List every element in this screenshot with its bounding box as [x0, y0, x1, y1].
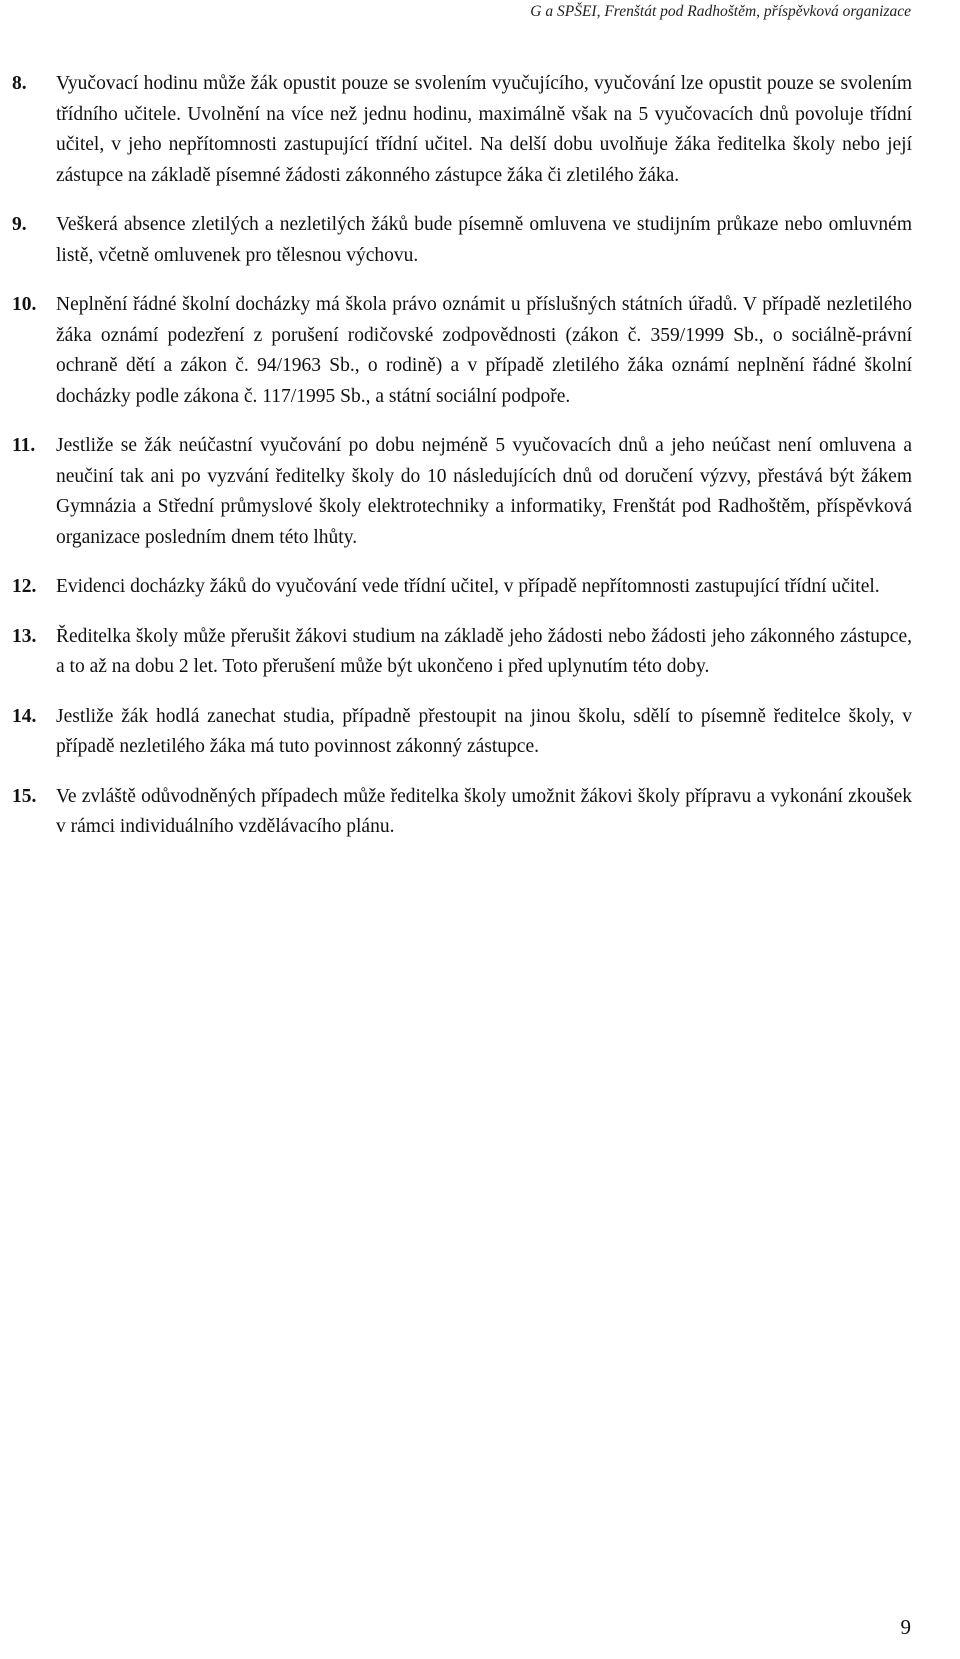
item-number: 13. — [12, 625, 37, 647]
item-number: 15. — [12, 785, 37, 807]
item-number: 9. — [12, 214, 27, 235]
list-item-11 — [12, 431, 912, 553]
page-number: 9 — [900, 1615, 911, 1639]
item-text: Jestliže žák hodlá zanechat studia, případně přestoupit na jinou školu, sdělí to písemně ředitelce školy, v případě nezletilého žáka má tuto povinnost zákonný zástupce. — [56, 705, 912, 757]
item-number: 8. — [12, 73, 27, 94]
list-item-15 — [12, 782, 912, 843]
item-text: Ve zvláště odůvodněných případech může ředitelka školy umožnit žákovi školy přípravu a vykonání zkoušek v rámci individuálního vzdělávacího plánu. — [56, 785, 912, 837]
item-number: 14. — [12, 705, 37, 727]
item-text: Evidenci docházky žáků do vyučování vede třídní učitel, v případě nepřítomnosti zastupující třídní učitel. — [56, 576, 880, 597]
item-text: Veškerá absence zletilých a nezletilých žáků bude písemně omluvena ve studijním průkaze nebo omluvném listě, včetně omluvenek pro tělesnou výchovu. — [56, 214, 912, 266]
list-item-10 — [12, 290, 912, 412]
list-item-12 — [12, 572, 912, 603]
item-number: 12. — [12, 576, 37, 597]
running-header: G a SPŠEI, Frenštát pod Radhoštěm, příspěvková organizace — [530, 3, 911, 20]
item-number: 10. — [12, 294, 37, 315]
item-number: 11. — [12, 435, 36, 456]
item-text: Jestliže se žák neúčastní vyučování po dobu nejméně 5 vyučovacích dnů a jeho neúčast není omluvena a neučiní tak ani po vyzvání ředitelky školy do 10 následujících dnů od doručení výzvy, přestává být žákem Gymnázia a Střední průmyslové školy elektrotechniky a informatiky, Frenštát pod Radhoštěm, příspěvková organizace posledním dnem této lhůty. — [56, 435, 912, 548]
item-text: Vyučovací hodinu může žák opustit pouze se svolením vyučujícího, vyučování lze opustit pouze se svolením třídního učitele. Uvolnění na více než jednu hodinu, maximálně však na 5 vyučovacích dnů povoluje třídní učitel, v jeho nepřítomnosti zastupující třídní učitel. Na delší dobu uvolňuje žáka ředitelka školy nebo její zástupce na základě písemné žádosti zákonného zástupce žáka či zletilého žáka. — [56, 73, 912, 186]
list-item-8 — [12, 69, 912, 191]
list-item-9 — [12, 210, 912, 271]
item-text: Neplnění řádné školní docházky má škola právo oznámit u příslušných státních úřadů. V případě nezletilého žáka oznámí podezření z porušení rodičovské zodpovědnosti (zákon č. 359/1999 Sb., o sociálně-právní ochraně dětí a zákon č. 94/1963 Sb., o rodině) a v případě zletilého žáka oznámí neplnění řádné školní docházky podle zákona č. 117/1995 Sb., a státní sociální podpoře. — [56, 294, 912, 407]
list-item-13 — [12, 622, 912, 683]
document-body — [12, 69, 912, 862]
list-item-14 — [12, 702, 912, 763]
item-text: Ředitelka školy může přerušit žákovi studium na základě jeho žádosti nebo žádosti jeho zákonného zástupce, a to až na dobu 2 let. Toto přerušení může být ukončeno i před uplynutím této doby. — [56, 625, 912, 677]
